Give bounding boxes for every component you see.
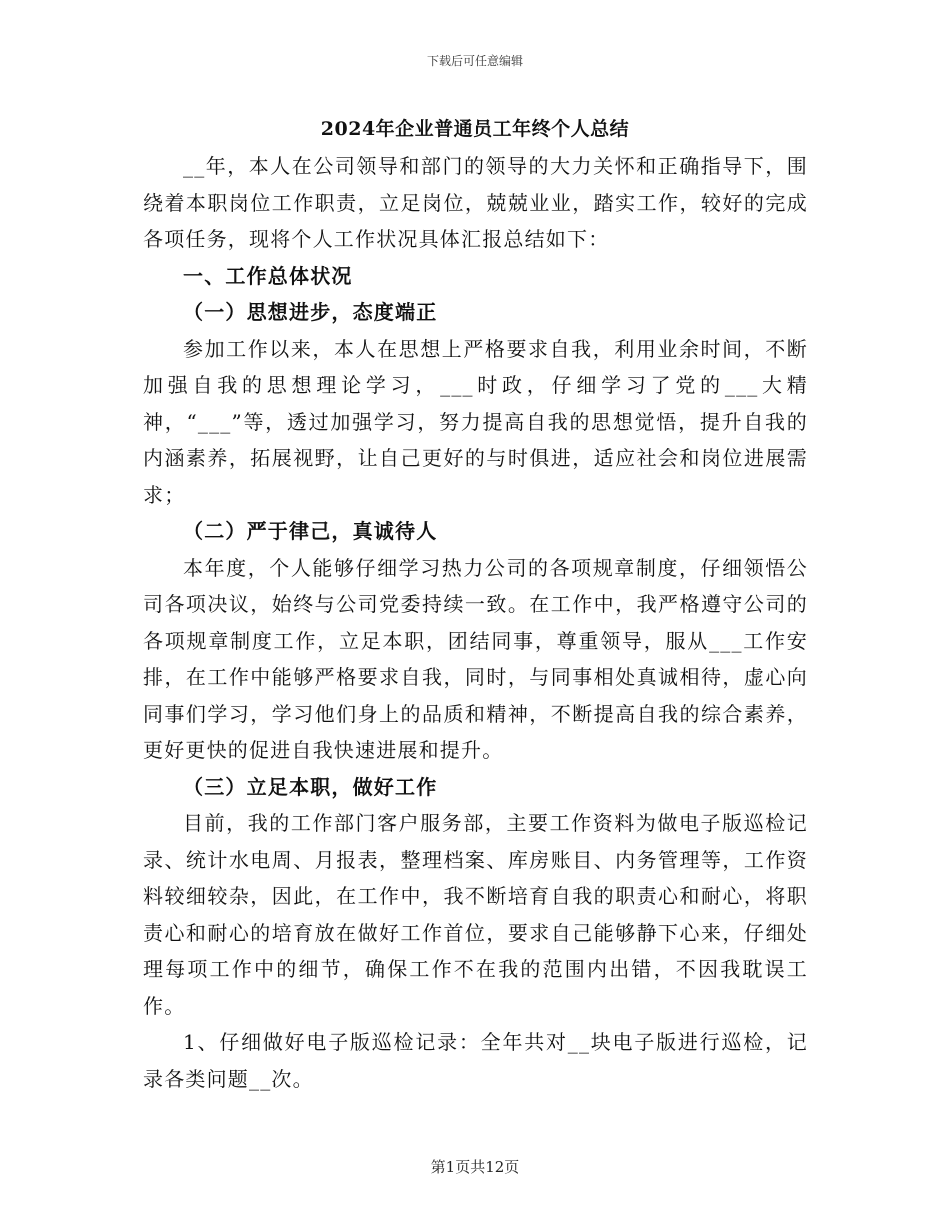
page-header-note: 下载后可任意编辑	[426, 54, 523, 68]
subsection-paragraph-work: 目前，我的工作部门客户服务部，主要工作资料为做电子版巡检记录、统计水电周、月报表，整理档案、库房账目、内务管理等，工作资料较细较杂，因此，在工作中，我不断培育自我的职责心和耐心，将职责心和耐心的培育放在做好工作首位，要求自己能够静下心来，仔细处理每项工作中的细节，确保工作不在我的范围内出错，不因我耽误工作。	[143, 811, 808, 1018]
subsection-heading-work: （三）立足本职，做好工作	[183, 774, 438, 799]
subsection-heading-discipline: （二）严于律己，真诚待人	[183, 519, 438, 543]
section-heading-overall: 一、工作总体状况	[183, 263, 353, 288]
document-body	[143, 148, 808, 1097]
subsection-paragraph-discipline: 本年度，个人能够仔细学习热力公司的各项规章制度，仔细领悟公司各项决议，始终与公司党委持续一致。在工作中，我严格遵守公司的各项规章制度工作，立足本职，团结同事，尊重领导，服从___工作安排，在工作中能够严格要求自我，同时，与同事相处真诚相待，虚心向同事们学习，学习他们身上的品质和精神，不断提高自我的综合素养，更好更快的促进自我快速进展和提升。	[143, 555, 808, 762]
document-title: 2024年企业普通员工年终个人总结	[320, 118, 630, 140]
list-item-inspection: 1、仔细做好电子版巡检记录：全年共对__块电子版进行巡检，记录各类问题__次。	[143, 1030, 808, 1091]
subsection-paragraph-thought: 参加工作以来，本人在思想上严格要求自我，利用业余时间，不断加强自我的思想理论学习，___时政，仔细学习了党的___大精神，“___”等，透过加强学习，努力提高自我的思想觉悟，提升自我的内涵素养，拓展视野，让自己更好的与时俱进，适应社会和岗位进展需求；	[143, 336, 808, 507]
intro-paragraph: __年，本人在公司领导和部门的领导的大力关怀和正确指导下，围绕着本职岗位工作职责，立足岗位，兢兢业业，踏实工作，较好的完成各项任务，现将个人工作状况具体汇报总结如下：	[143, 154, 808, 251]
subsection-heading-thought: （一）思想进步，态度端正	[183, 300, 438, 324]
page-number: 第1页共12页	[430, 1158, 520, 1176]
